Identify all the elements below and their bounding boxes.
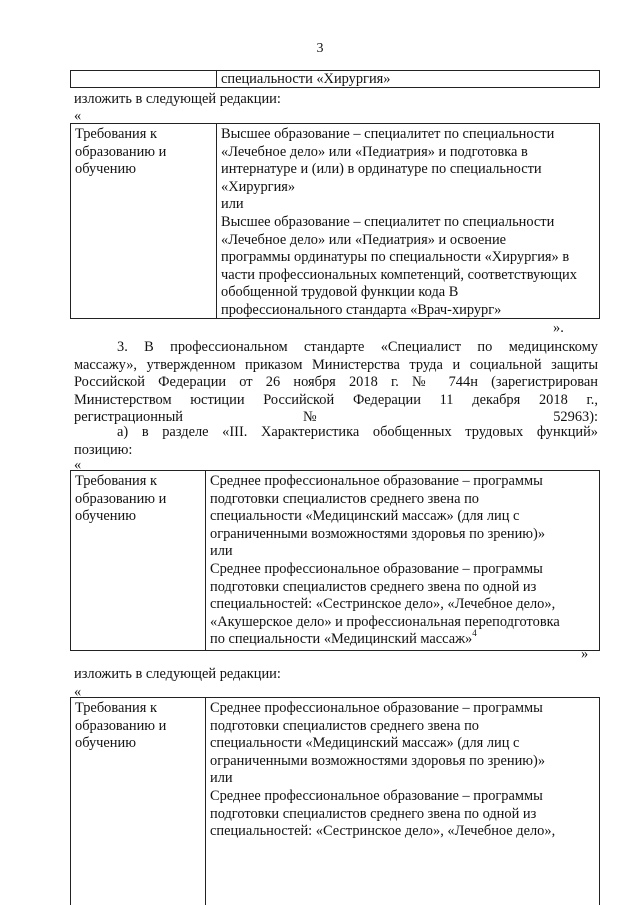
- table3-value-line: Среднее профессиональное образование – программы: [210, 787, 543, 804]
- item-a-line: а) в разделе «III. Характеристика обобщенных трудовых функций»: [117, 424, 598, 440]
- table3-value-cell: [205, 698, 599, 905]
- table2-value-line: «Акушерское дело» и профессиональная переподготовка: [210, 613, 560, 630]
- table3-value-line: специальности «Медицинский массаж» (для лиц с: [210, 735, 520, 752]
- table1-value-line: интернатуре и (или) в ординатуре по специальности: [221, 161, 542, 178]
- table3-value-line: ограниченными возможностями здоровья по зрению)»: [210, 752, 546, 769]
- page-number: 3: [316, 41, 324, 56]
- footnote-marker: 4: [472, 628, 477, 639]
- table3-value-line: Среднее профессиональное образование – программы: [210, 700, 543, 716]
- table2-value-line: подготовки специалистов среднего звена по: [210, 490, 479, 507]
- table1-value-line: «Лечебное дело» или «Педиатрия» и подготовка в: [221, 143, 528, 160]
- table3-value-line: подготовки специалистов среднего звена по одной из: [210, 805, 537, 822]
- table2-last-line-text: по специальности «Медицинский массаж»: [210, 631, 473, 648]
- table3-value-line: подготовки специалистов среднего звена по: [210, 717, 479, 734]
- table1-label-line: Требования к: [75, 126, 157, 142]
- table2-label-line: Требования к: [75, 473, 157, 489]
- requirements-table-2: [70, 470, 600, 651]
- table1-value-line: или: [221, 196, 244, 213]
- table2-value-line: ограниченными возможностями здоровья по зрению)»: [210, 525, 546, 542]
- table2-label-line: образованию и: [75, 490, 167, 507]
- table1-value-cell: [216, 124, 599, 318]
- item-a-paragraph: [74, 424, 598, 459]
- table1-label-line: обучению: [75, 161, 136, 178]
- paragraph-intro-2: изложить в следующей редакции:: [74, 666, 281, 682]
- table3-label-line: образованию и: [75, 717, 167, 734]
- requirements-table-1: [70, 123, 600, 319]
- table2-value-line: Среднее профессиональное образование – программы: [210, 560, 543, 577]
- item-a-line: позицию:: [74, 441, 133, 458]
- table2-value-line: специальностей: «Сестринское дело», «Лечебное дело»,: [210, 596, 556, 613]
- table1-value-line: программы ординатуры по специальности «Хирургия» в: [221, 249, 570, 266]
- section-3-line: массажу», утвержденном приказом Министерства труда и социальной защиты: [74, 356, 598, 373]
- table1-value-line: профессионального стандарта «Врач-хирург»: [221, 301, 502, 318]
- table1-value-line: части профессиональных компетенций, соответствующих: [221, 266, 577, 283]
- table2-value-line: Среднее профессиональное образование – программы: [210, 473, 543, 489]
- table1-value-line: Высшее образование – специалитет по специальности: [221, 213, 555, 230]
- table1-label-cell: [71, 124, 217, 318]
- continuation-row-right: [216, 71, 599, 87]
- table2-value-cell: [205, 471, 599, 650]
- table2-label-line: обучению: [75, 508, 136, 525]
- table3-label-line: Требования к: [75, 700, 157, 716]
- table2-value-line: специальности «Медицинский массаж» (для лиц с: [210, 508, 520, 525]
- open-quote-1: «: [74, 108, 82, 124]
- close-quote-2: »: [581, 646, 589, 662]
- table3-value-line: или: [210, 770, 233, 787]
- paragraph-intro-1: изложить в следующей редакции:: [74, 91, 281, 107]
- section-3-paragraph: [74, 339, 598, 427]
- table2-value-line: [210, 628, 599, 649]
- open-quote-2: «: [74, 457, 82, 473]
- section-3-line: Российской Федерации от 26 ноября 2018 г. № 744н (зарегистрирован: [74, 374, 598, 391]
- close-quote-1: ».: [553, 320, 564, 336]
- table2-value-line: или: [210, 543, 233, 560]
- table1-value-line: «Лечебное дело» или «Педиатрия» и освоение: [221, 231, 507, 248]
- continuation-row: [70, 70, 600, 88]
- table2-value-line: подготовки специалистов среднего звена по одной из: [210, 578, 537, 595]
- table1-value-line: Высшее образование – специалитет по специальности: [221, 126, 555, 142]
- table2-label-cell: [71, 471, 205, 650]
- section-3-line: Министерством юстиции Российской Федерации 11 декабря 2018 г.,: [74, 391, 598, 408]
- open-quote-3: «: [74, 684, 82, 700]
- table1-label-line: образованию и: [75, 143, 167, 160]
- continuation-row-text: специальности «Хирургия»: [221, 71, 391, 87]
- section-3-line: регистрационный № 52963):: [74, 409, 598, 426]
- table3-label-cell: [71, 698, 205, 905]
- requirements-table-3: [70, 697, 600, 905]
- section-3-line: 3. В профессиональном стандарте «Специалист по медицинскому: [117, 339, 598, 355]
- table3-value-line: специальностей: «Сестринское дело», «Лечебное дело»,: [210, 823, 556, 840]
- table1-value-line: «Хирургия»: [221, 178, 296, 195]
- continuation-row-left: [71, 71, 217, 87]
- table1-value-line: обобщенной трудовой функции кода В: [221, 284, 459, 301]
- table3-label-line: обучению: [75, 735, 136, 752]
